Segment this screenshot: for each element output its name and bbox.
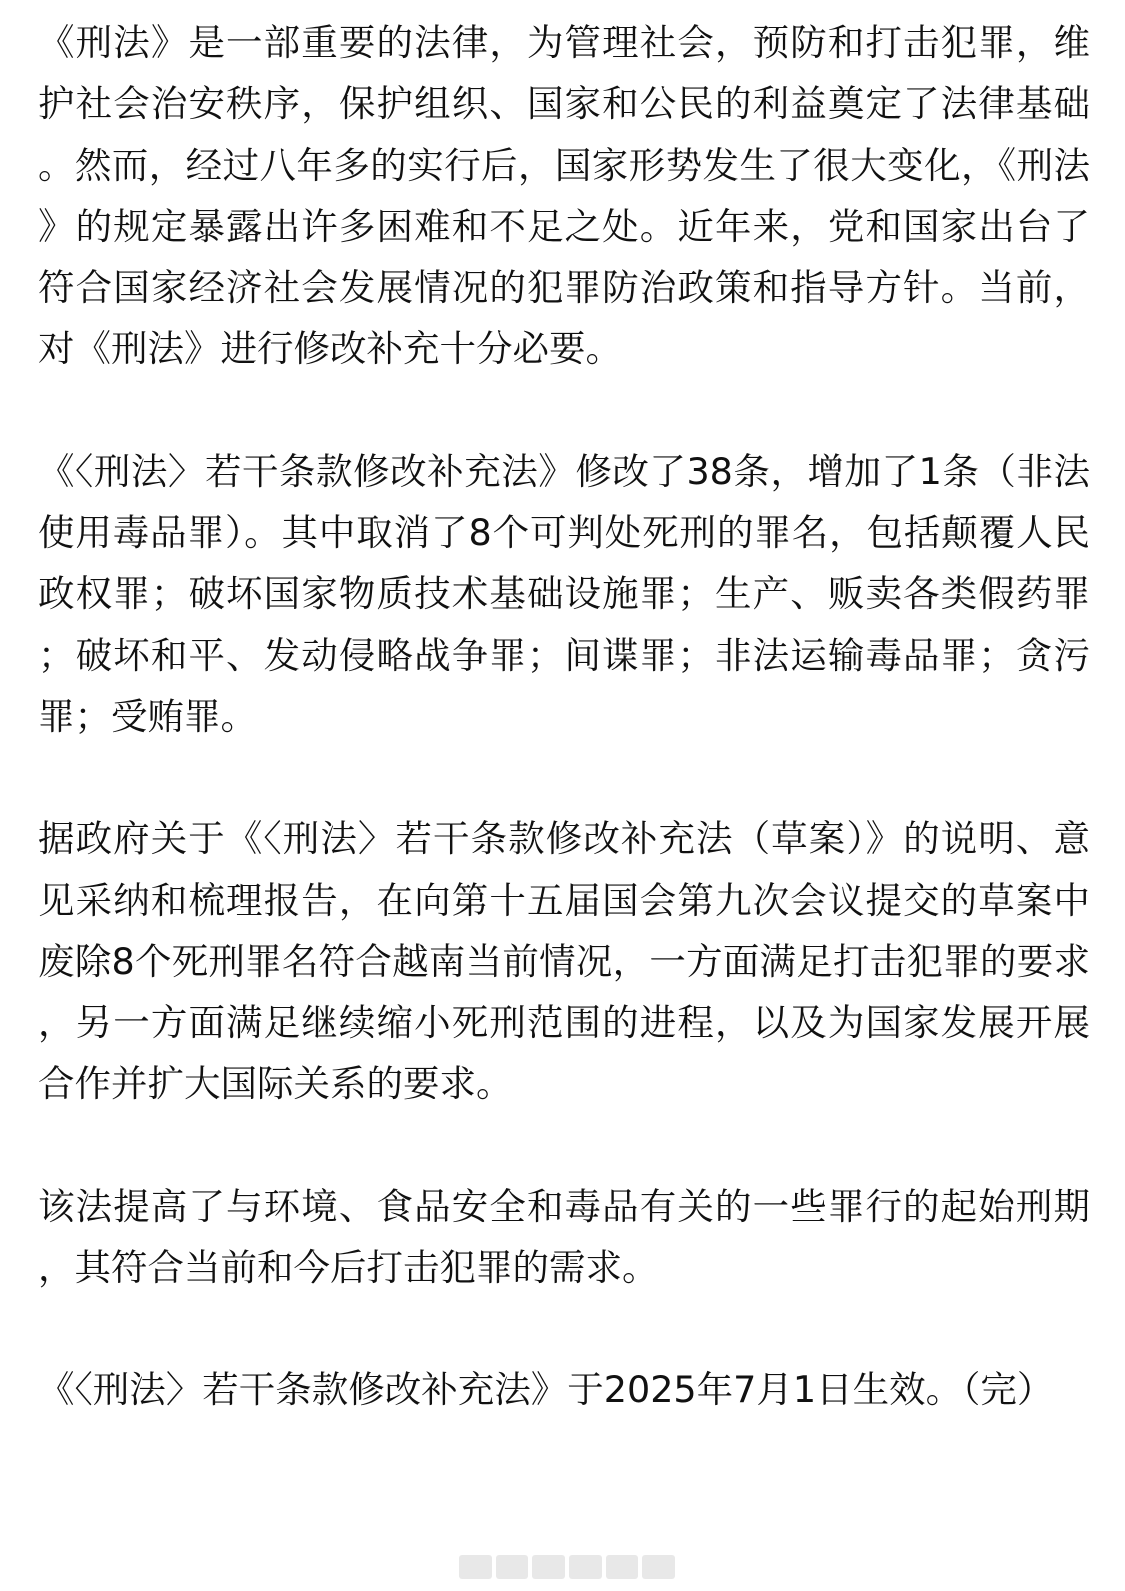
watermark-block (496, 1555, 529, 1579)
paragraph-intro: 《刑法》是一部重要的法律，为管理社会，预防和打击犯罪，维护社会治安秩序，保护组织、国家和公民的利益奠定了法律基础。然而，经过八年多的实行后，国家形势发生了很大变化，《刑法》的规定暴露出许多困难和不足之处。近年来，党和国家出台了符合国家经济社会发展情况的犯罪防治政策和指导方针。当前，对《刑法》进行修改补充十分必要。 (38, 21, 1090, 371)
paragraph-amendments: 《〈刑法〉若干条款修改补充法》修改了38条，增加了1条（非法使用毒品罪）。其中取消了8个可判处死刑的罪名，包括颠覆人民政权罪；破坏国家物质技术基础设施罪；生产、贩卖各类假药罪；破坏和平、发动侵略战争罪；间谍罪；非法运输毒品罪；贪污罪；受贿罪。 (38, 449, 1090, 738)
watermark-block (569, 1555, 602, 1579)
watermark-block (532, 1555, 565, 1579)
paragraph-effective-date: 《〈刑法〉若干条款修改补充法》于2025年7月1日生效。（完） (38, 1368, 1054, 1412)
watermark-block (606, 1555, 639, 1579)
paragraph-government-report: 据政府关于《〈刑法〉若干条款修改补充法（草案）》的说明、意见采纳和梳理报告，在向第十五届国会第九次会议提交的草案中废除8个死刑罪名符合越南当前情况，一方面满足打击犯罪的要求，另一方面满足继续缩小死刑范围的进程，以及为国家发展开展合作并扩大国际关系的要求。 (38, 817, 1090, 1106)
watermark (459, 1555, 675, 1579)
paragraph-sentencing: 该法提高了与环境、食品安全和毒品有关的一些罪行的起始刑期，其符合当前和今后打击犯罪的需求。 (38, 1184, 1090, 1290)
watermark-block (642, 1555, 675, 1579)
article-body (38, 12, 1090, 1421)
watermark-block (459, 1555, 492, 1579)
